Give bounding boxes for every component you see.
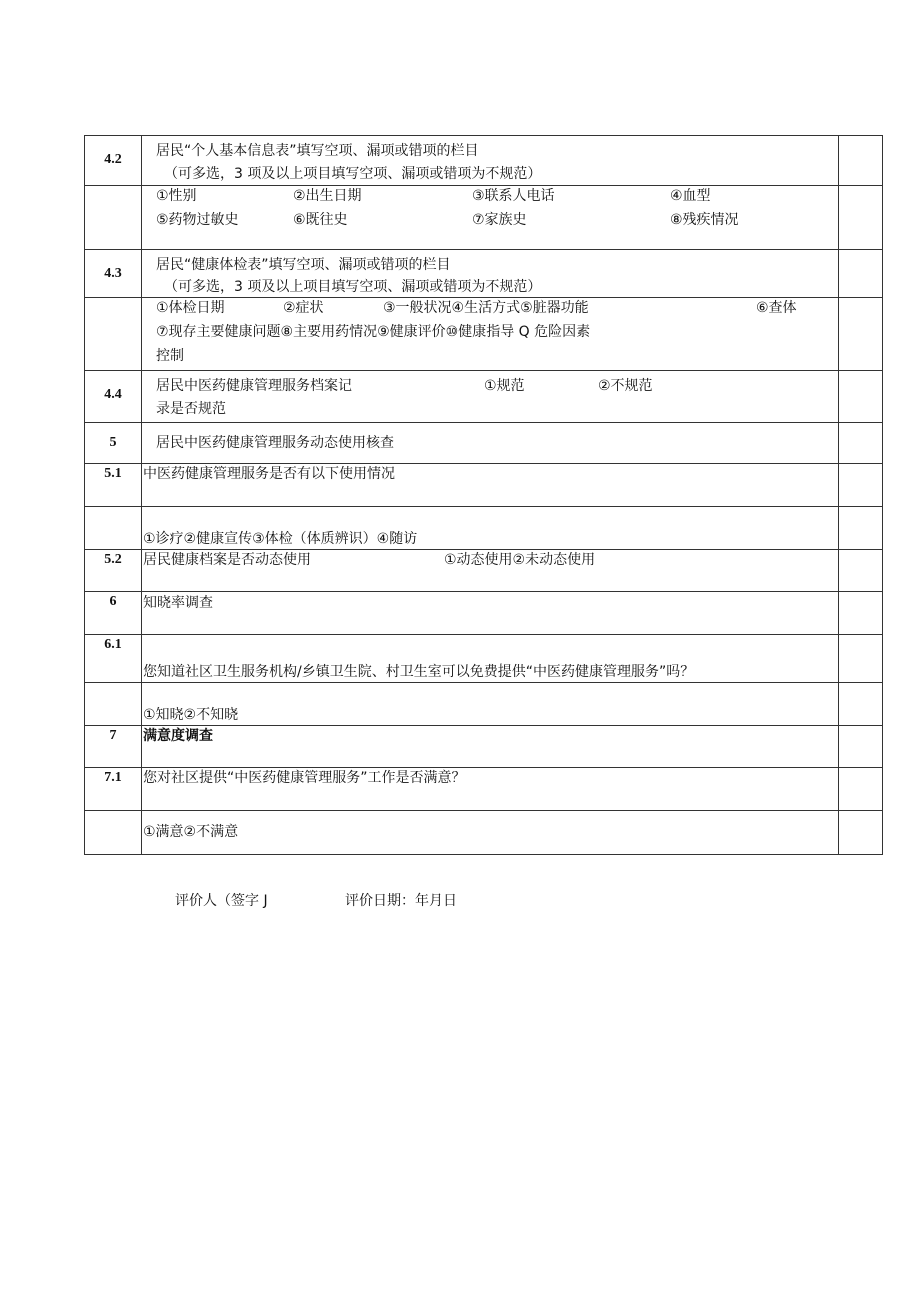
row-content: [142, 423, 839, 464]
options-satisfaction[interactable]: ①满意②不满意: [143, 824, 239, 840]
evaluation-table: [84, 135, 883, 855]
table-row-4-2-options: [85, 186, 883, 250]
row-number: [85, 186, 142, 250]
row-number-text: 4.2: [104, 152, 122, 167]
row-options: [142, 811, 839, 855]
row-options: [142, 507, 839, 550]
row-number: [85, 298, 142, 371]
option-past-history[interactable]: ⑥既往史: [293, 212, 348, 228]
option-disability[interactable]: ⑧残疾情况: [670, 212, 739, 228]
table-row-7: [85, 726, 883, 768]
score-cell[interactable]: [839, 507, 883, 550]
table-row-7-1: [85, 768, 883, 811]
table-row-4-4: [85, 371, 883, 423]
score-cell[interactable]: [839, 298, 883, 371]
row-options: [142, 186, 839, 250]
score-cell[interactable]: [839, 186, 883, 250]
question-line: 居民中医药健康管理服务档案记: [156, 378, 352, 394]
option-birthdate[interactable]: ②出生日期: [293, 188, 362, 204]
option-risk-control[interactable]: 控制: [156, 348, 184, 364]
row-number: [85, 768, 142, 811]
table-row-5-1-options: [85, 507, 883, 550]
row-number-text: 6.1: [104, 637, 122, 652]
section-title: 满意度调查: [143, 728, 213, 744]
section-title: 知晓率调查: [143, 595, 213, 611]
table-row-4-3-options: [85, 298, 883, 371]
evaluator-signature[interactable]: 评价人（签字 J: [175, 893, 268, 909]
section-title: 居民中医药健康管理服务动态使用核查: [156, 435, 394, 451]
score-cell[interactable]: [839, 635, 883, 683]
question-line-cont: 录是否规范: [156, 401, 226, 417]
option-gender[interactable]: ①性别: [156, 188, 197, 204]
row-number: [85, 635, 142, 683]
option-physical-exam[interactable]: ⑥查体: [756, 300, 797, 316]
table-row-5: [85, 423, 883, 464]
row-number: [85, 507, 142, 550]
score-cell[interactable]: [839, 768, 883, 811]
option-family-history[interactable]: ⑦家族史: [472, 212, 527, 228]
row-number-text: 5.2: [104, 552, 122, 567]
score-cell[interactable]: [839, 726, 883, 768]
table-row-6-1: [85, 635, 883, 683]
question-line: 您知道社区卫生服务机构/乡镇卫生院、村卫生室可以免费提供“中医药健康管理服务”吗？: [143, 664, 695, 680]
option-health-problems[interactable]: ⑦现存主要健康问题⑧主要用药情况⑨健康评价⑩健康指导 Q 危险因素: [156, 324, 591, 340]
row-content: [142, 550, 839, 592]
row-content: [142, 768, 839, 811]
option-drug-allergy[interactable]: ⑤药物过敏史: [156, 212, 239, 228]
row-options: [142, 298, 839, 371]
option-exam-date[interactable]: ①体检日期: [156, 300, 225, 316]
option-standard[interactable]: ①规范: [484, 378, 525, 394]
row-number-text: 4.4: [104, 387, 122, 402]
options-awareness[interactable]: ①知晓②不知晓: [143, 707, 239, 723]
table-row-5-1: [85, 464, 883, 507]
table-row-4-2: [85, 136, 883, 186]
score-cell[interactable]: [839, 550, 883, 592]
option-non-standard[interactable]: ②不规范: [598, 378, 653, 394]
row-number-text: 7: [109, 728, 117, 743]
score-cell[interactable]: [839, 683, 883, 726]
question-line: 居民“健康体检表”填写空项、漏项或错项的栏目: [156, 257, 451, 273]
score-cell[interactable]: [839, 371, 883, 423]
row-number: [85, 592, 142, 635]
row-number: [85, 250, 142, 298]
row-content: [142, 371, 839, 423]
question-line: 居民健康档案是否动态使用: [143, 552, 311, 568]
option-general-status[interactable]: ③一般状况④生活方式⑤脏器功能: [383, 300, 589, 316]
row-content: [142, 250, 839, 298]
row-number-text: 5.1: [104, 466, 122, 481]
row-number: [85, 811, 142, 855]
row-content: [142, 726, 839, 768]
option-contact-phone[interactable]: ③联系人电话: [472, 188, 555, 204]
row-number-text: 6: [109, 594, 117, 609]
row-number: [85, 726, 142, 768]
row-number: [85, 464, 142, 507]
table-row-6: [85, 592, 883, 635]
row-content: [142, 464, 839, 507]
question-line: 居民“个人基本信息表”填写空项、漏项或错项的栏目: [156, 143, 479, 159]
question-note: （可多选，3 项及以上项目填写空项、漏项或错项为不规范）: [164, 166, 542, 182]
row-number: [85, 550, 142, 592]
table-row-5-2: [85, 550, 883, 592]
table-row-4-3: [85, 250, 883, 298]
question-note: （可多选，3 项及以上项目填写空项、漏项或错项为不规范）: [164, 279, 542, 295]
question-line: 您对社区提供“中医药健康管理服务”工作是否满意？: [143, 770, 466, 786]
score-cell[interactable]: [839, 136, 883, 186]
evaluation-date[interactable]: 评价日期：年月日: [345, 893, 457, 909]
row-content: [142, 136, 839, 186]
row-number-text: 5: [109, 435, 117, 450]
score-cell[interactable]: [839, 423, 883, 464]
row-number: [85, 683, 142, 726]
row-number-text: 4.3: [104, 266, 122, 281]
score-cell[interactable]: [839, 464, 883, 507]
row-number: [85, 423, 142, 464]
row-content: [142, 592, 839, 635]
row-number: [85, 136, 142, 186]
option-symptoms[interactable]: ②症状: [283, 300, 324, 316]
table-row-6-1-options: [85, 683, 883, 726]
row-options: [142, 683, 839, 726]
options-dynamic-use[interactable]: ①动态使用②未动态使用: [444, 552, 596, 568]
score-cell[interactable]: [839, 250, 883, 298]
table-row-7-1-options: [85, 811, 883, 855]
row-number-text: 7.1: [104, 770, 122, 785]
score-cell[interactable]: [839, 811, 883, 855]
row-content: [142, 635, 839, 683]
option-blood-type[interactable]: ④血型: [670, 188, 711, 204]
row-number: [85, 371, 142, 423]
score-cell[interactable]: [839, 592, 883, 635]
question-line: 中医药健康管理服务是否有以下使用情况: [143, 466, 395, 482]
options-usage[interactable]: ①诊疗②健康宣传③体检（体质辨识）④随访: [143, 531, 418, 547]
evaluation-form: [84, 135, 882, 855]
